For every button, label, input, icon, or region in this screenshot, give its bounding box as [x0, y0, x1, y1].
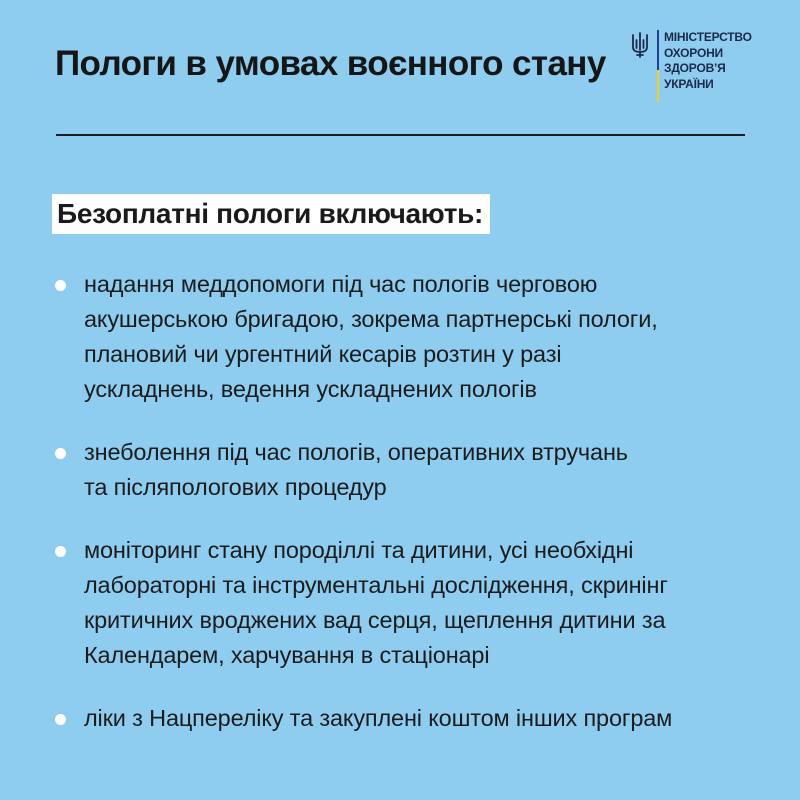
- trident-icon: [632, 32, 648, 58]
- list-item-line: надання меддопомоги під час пологів черговою: [84, 271, 598, 297]
- list-item-line: ліки з Нацпереліку та закуплені коштом інших програм: [84, 705, 673, 731]
- circle-bullet-icon: [55, 546, 66, 557]
- logo-line: ЗДОРОВ’Я: [664, 61, 726, 75]
- circle-bullet-icon: [55, 714, 66, 725]
- logo-line: МІНІСТЕРСТВО: [664, 30, 752, 44]
- list-item-line: моніторинг стану породіллі та дитини, усі необхідні: [84, 537, 634, 563]
- section-subtitle: Безоплатні пологи включають:: [52, 194, 490, 234]
- logo-yellow-bar: [657, 70, 659, 102]
- page-title: Пологи в умовах воєнного стану: [55, 44, 606, 83]
- logo-line: ОХОРОНИ: [664, 45, 723, 60]
- list-item-line: та післяпологових процедур: [84, 474, 387, 500]
- list-item-line: Календарем, харчування в стаціонарі: [84, 642, 490, 668]
- list-item-line: ускладнень, ведення ускладнених пологів: [84, 376, 537, 402]
- list-item-line: плановий чи ургентний кесарів розтин у разі: [84, 341, 562, 367]
- circle-bullet-icon: [55, 448, 66, 459]
- list-item-line: критичних вроджених вад серця, щеплення дитини за: [84, 607, 666, 633]
- list-item-line: акушерською бригадою, зокрема партнерські пологи,: [84, 306, 658, 332]
- logo-text: [664, 30, 752, 92]
- ministry-logo: [632, 30, 752, 102]
- list-item-line: знеболення під час пологів, оперативних втручань: [84, 439, 628, 465]
- list-item-line: лабораторні та інструментальні дослідження, скринінг: [84, 572, 668, 598]
- logo-blue-bar: [657, 30, 659, 70]
- circle-bullet-icon: [55, 280, 66, 291]
- logo-color-bars: [657, 30, 659, 102]
- header-divider: [56, 134, 745, 136]
- logo-line: УКРАЇНИ: [664, 76, 714, 91]
